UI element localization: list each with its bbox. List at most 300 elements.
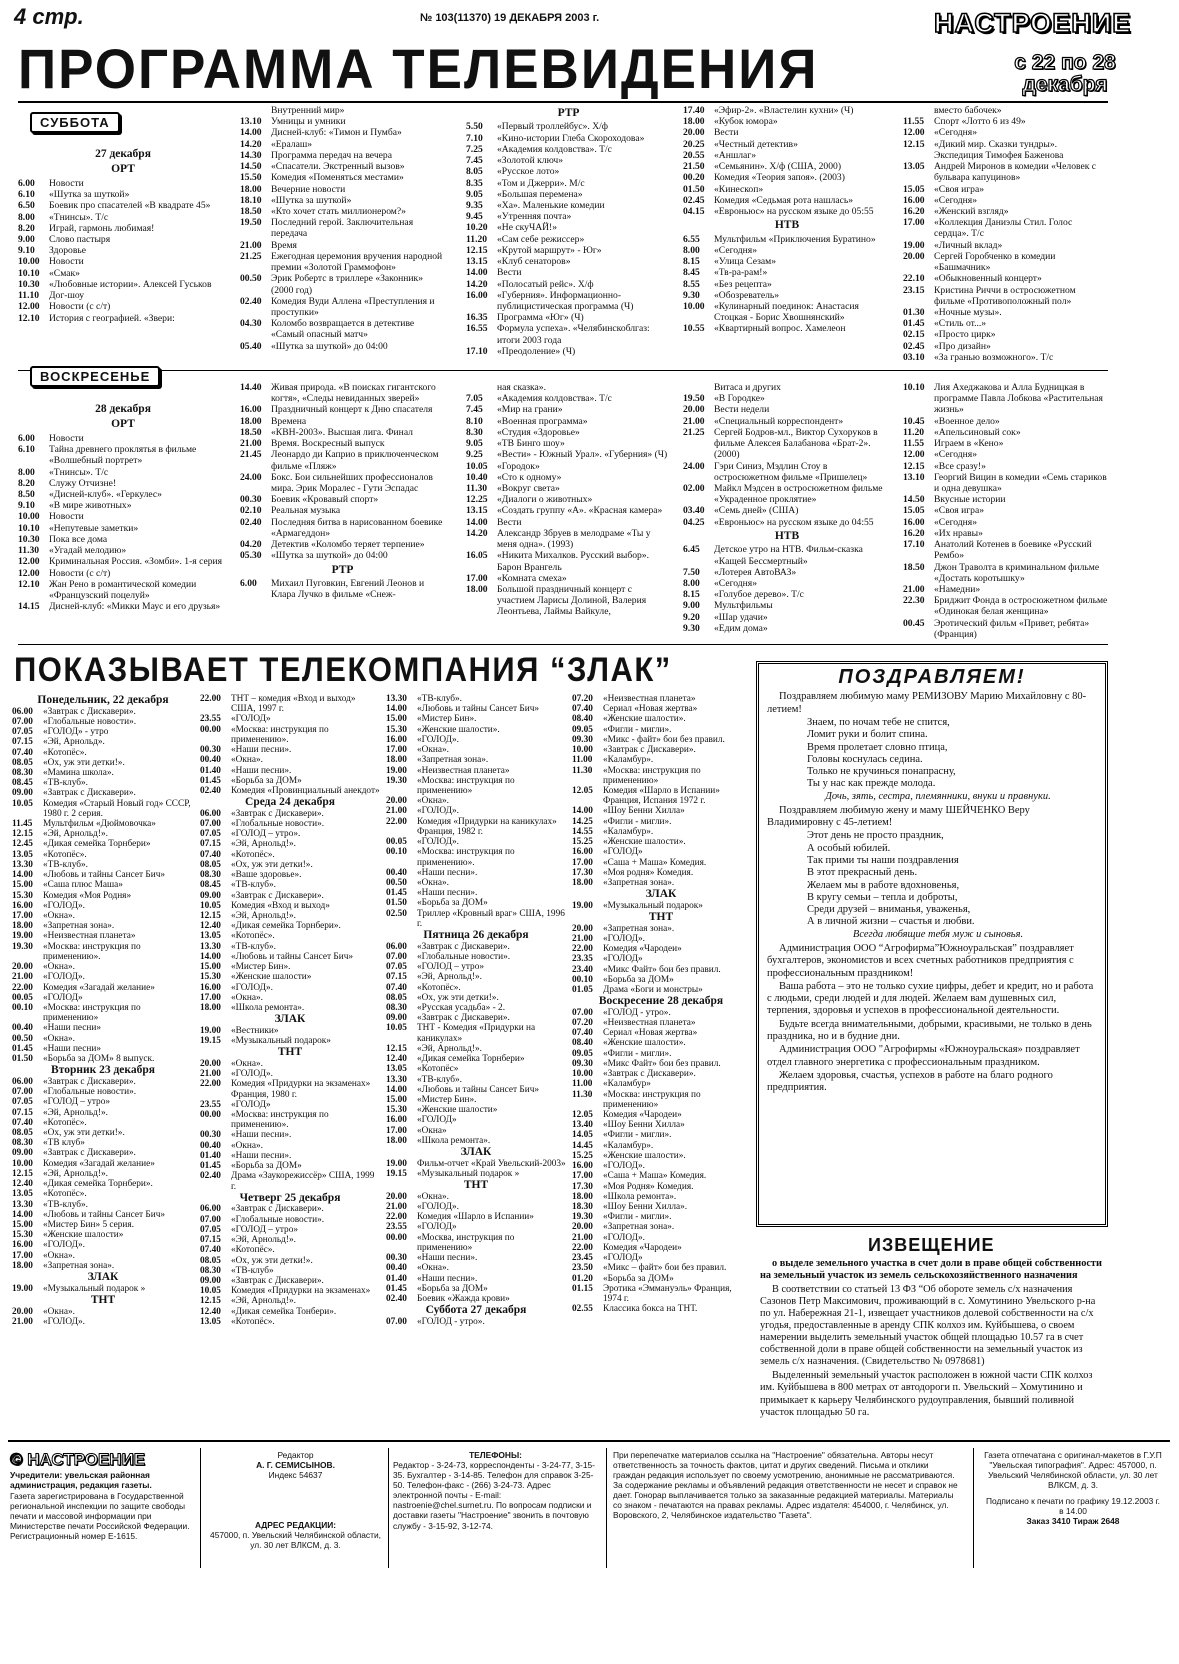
program-time: 14.00	[466, 516, 488, 528]
program-row	[200, 911, 380, 921]
program-row	[572, 1151, 750, 1161]
program-row	[240, 251, 445, 273]
program-row	[12, 717, 194, 727]
program-time: 15.00	[12, 880, 33, 891]
program-row	[386, 1054, 566, 1064]
program-row	[386, 1023, 566, 1043]
program-row	[12, 737, 194, 747]
program-row	[18, 313, 228, 324]
program-time: 8.00	[18, 466, 35, 478]
program-row	[12, 727, 194, 737]
verse-line: Только не кручинься понапрасну,	[807, 766, 956, 778]
program-time: 16.05	[466, 550, 488, 562]
program-title: «Кино-истории Глеба Скороходова»	[497, 132, 645, 144]
verse-line: Среди друзей – вниманья, уваженья,	[807, 904, 971, 916]
program-title: Боевик про спасателей «В квадрате 45»	[49, 200, 211, 212]
program-title: «Музыкальный подарок»	[603, 900, 703, 911]
program-title: «Аншлаг»	[714, 149, 757, 161]
program-row	[18, 500, 228, 511]
program-row	[903, 240, 1108, 251]
program-row	[200, 1151, 380, 1161]
program-row	[466, 416, 671, 427]
footer-divider-3	[606, 1448, 607, 1568]
zlak-col-2	[200, 694, 380, 1436]
program-time: 10.05	[386, 1023, 407, 1034]
program-time: 07.40	[572, 704, 593, 715]
program-row	[572, 965, 750, 975]
program-time: 8.45	[683, 267, 700, 279]
program-title: «Окна».	[231, 1140, 263, 1151]
program-title: Комедия «Загадай желание»	[43, 1158, 155, 1169]
program-row	[12, 1044, 194, 1054]
program-time: 18.00	[200, 1002, 221, 1013]
program-title: «Все сразу!»	[934, 460, 986, 472]
program-title: «Наши песни».	[231, 1150, 292, 1161]
program-title: Вести	[497, 267, 522, 279]
program-row	[466, 245, 671, 256]
program-title: «Глобальные новости».	[231, 819, 325, 830]
program-row	[683, 116, 891, 127]
verse-line: Время пролетает словно птица,	[807, 741, 948, 753]
program-title: «Наши песни».	[417, 1253, 478, 1264]
program-row	[386, 796, 566, 806]
program-row	[466, 256, 671, 267]
program-title: Слово пастыря	[49, 234, 111, 245]
program-time: 12.05	[572, 1110, 593, 1121]
program-title: «Честный детектив»	[714, 138, 798, 150]
program-title: «Сегодня»	[934, 127, 978, 139]
program-row	[683, 382, 891, 393]
program-title: «Наши песни».	[417, 1273, 478, 1284]
program-row	[240, 318, 445, 340]
program-row	[200, 1026, 380, 1036]
dates-month: декабря	[1022, 73, 1108, 96]
program-title: «Крутой маршрут» - Юг»	[497, 244, 602, 256]
program-time: 14.55	[572, 826, 593, 837]
program-row	[12, 993, 194, 1003]
program-time: 07.40	[12, 1117, 33, 1128]
program-title: «Женские шалости».	[603, 1150, 686, 1161]
program-row	[903, 449, 1108, 460]
program-time: 00.30	[240, 494, 262, 506]
program-row	[18, 234, 228, 245]
program-title: «ГОЛОД»	[417, 1115, 457, 1126]
program-title: Служу Отчизне!	[49, 477, 117, 489]
program-title: «Музыкальный подарок»	[231, 1036, 331, 1047]
program-title: Внутренний мир»	[271, 105, 345, 116]
program-row	[12, 860, 194, 870]
program-row	[386, 868, 566, 878]
program-time: 12.15	[466, 244, 488, 256]
program-row	[386, 942, 566, 952]
program-time: 16.00	[903, 194, 925, 206]
program-time: 12.00	[903, 449, 925, 461]
program-time: 02.10	[240, 505, 262, 517]
program-row	[466, 483, 671, 494]
program-row	[386, 714, 566, 724]
program-time: 13.05	[386, 1064, 407, 1075]
program-time: 22.00	[572, 1242, 593, 1253]
program-time: 23.55	[386, 1222, 407, 1233]
program-row	[12, 1023, 194, 1033]
program-title: «Окна».	[43, 1306, 75, 1317]
program-title: «Наши песни».	[231, 745, 292, 756]
program-time: 00.10	[572, 974, 593, 985]
program-time: 00.45	[903, 617, 925, 629]
program-title: Комедия «Придурки на экзаменах»	[231, 1286, 371, 1297]
program-time	[466, 382, 497, 393]
program-row	[200, 1069, 380, 1079]
program-time: 12.00	[903, 127, 925, 139]
program-title: Вести	[497, 516, 522, 528]
program-time: 20.00	[386, 796, 407, 807]
program-title: «ГОЛОД» - утро	[43, 727, 109, 738]
program-title: «Глобальные новости».	[417, 951, 511, 962]
program-title: Классика бокса на ТНТ.	[603, 1304, 698, 1315]
title-rule	[18, 101, 1108, 103]
program-row	[572, 755, 750, 765]
program-title: Сериал «Новая жертва»	[603, 704, 698, 715]
program-row	[18, 178, 228, 189]
sat-ort-list	[18, 178, 228, 324]
program-title: «За гранью возможного». Т/с	[934, 351, 1054, 363]
program-title: «Наши песни».	[417, 867, 478, 878]
program-row	[200, 1296, 380, 1306]
program-time: 16.35	[466, 312, 488, 324]
program-row	[903, 584, 1108, 595]
program-title: «Создать группу «А». «Красная камера»	[497, 505, 663, 517]
program-title: «Наши песни».	[417, 888, 478, 899]
program-row	[572, 1192, 750, 1202]
order-text: Заказ 3410 Тираж 2648	[1026, 1516, 1120, 1527]
program-row	[12, 880, 194, 890]
program-title: Андрей Миронов в комедии «Человек с бульвара капуцинов»	[934, 161, 1097, 184]
program-title: «Мистер Бин».	[231, 962, 291, 973]
program-title: «Мистер Бин».	[417, 714, 477, 725]
program-title: Новости (с с/т)	[49, 301, 111, 313]
program-row	[683, 184, 891, 195]
program-time: 21.00	[200, 1069, 221, 1080]
program-time: 02.40	[200, 1171, 221, 1182]
program-time: 22.00	[200, 1079, 221, 1090]
program-title: «Диалоги о животных»	[497, 494, 593, 506]
program-row	[12, 799, 194, 819]
verse-line: Так прими ты наши поздравления	[807, 855, 959, 867]
program-row	[18, 579, 228, 601]
program-row	[903, 251, 1108, 273]
program-row	[572, 1090, 750, 1110]
program-title: «Дисней-клуб». «Геркулес»	[49, 489, 162, 500]
program-time: 01.40	[200, 765, 221, 776]
program-title: Живая природа. «В поисках гигантского когтя», «Следы невиданных зверей»	[271, 382, 436, 405]
program-row	[572, 735, 750, 745]
program-row	[466, 121, 671, 132]
program-title: Витаса и других	[714, 382, 781, 393]
program-title: «Любовь и тайны Сансет Бич»	[417, 1084, 540, 1095]
program-title: «Лотерея АвтоВАЗ»	[714, 566, 797, 578]
sat-ort-heading: ОРТ	[111, 163, 135, 176]
program-time: 12.40	[386, 1054, 407, 1065]
program-row	[200, 1235, 380, 1245]
program-row	[12, 1148, 194, 1158]
program-row	[903, 517, 1108, 528]
program-title: «Губерния». Информационно-публицистическая программа (Ч)	[497, 289, 634, 312]
zlak-col-1	[12, 694, 194, 1436]
program-title: «Сегодня»	[934, 516, 978, 528]
program-row	[200, 1036, 380, 1046]
program-row	[200, 850, 380, 860]
program-time: 10.10	[18, 267, 40, 279]
program-title: «Каламбур».	[603, 1140, 654, 1151]
program-title: Новости	[49, 432, 84, 444]
program-row	[466, 517, 671, 528]
program-row	[572, 1182, 750, 1192]
program-time: 09.00	[200, 890, 221, 901]
program-time: 8.00	[683, 577, 700, 589]
program-title: «Микс – файт» бои без правил.	[603, 1263, 727, 1274]
program-title: Вечерние новости	[271, 183, 346, 195]
program-title: «Первый троллейбус». Х/ф	[497, 121, 609, 133]
program-time: 01.40	[200, 1150, 221, 1161]
program-title: ТНТ – комедия «Вход и выход» США, 1997 г.	[231, 694, 356, 715]
program-row	[12, 758, 194, 768]
program-row	[240, 240, 445, 251]
program-row	[683, 256, 891, 267]
program-row	[903, 116, 1108, 127]
program-title: «Запретная зона».	[417, 755, 489, 766]
program-title: «Личный вклад»	[934, 239, 1003, 251]
program-time: 16.00	[903, 516, 925, 528]
program-row	[18, 256, 228, 267]
sat-ntv-list-2	[903, 105, 1108, 363]
program-title: «Музыкальный подарок »	[417, 1168, 520, 1179]
program-time: 18.00	[12, 921, 33, 932]
program-title: Мультфильмы	[714, 600, 773, 612]
program-row	[572, 1274, 750, 1284]
phones-text: Редактор - 3-24-73, корреспонденты - 3-24-77, 3-15-35. Бухгалтер - 3-14-85. Телефон для справок 3-25-50. Телефон-факс - (266) 3-24-73. Адрес электронной почты - E-mail: nastroenie@chel.surnet.ru. По вопросам подписки и доставки газеты "Настроение" звонить в почтовую службу - 3-15-92, 3-12-74.	[393, 1460, 595, 1531]
program-row	[386, 1253, 566, 1263]
program-title: «Русская усадьба» - 2.	[417, 1002, 506, 1013]
program-title: «Борьба за ДОМ»	[417, 898, 488, 909]
program-title: «Борьба за ДОМ»	[231, 775, 302, 786]
program-title: «ГОЛОД».	[231, 982, 273, 993]
greeting-6: Администрация ООО "Агрофирмы «Южноуральская» поздравляет отдел главного энергетика с профессиональным праздником.	[767, 1044, 1080, 1068]
program-time: 17.00	[466, 572, 488, 584]
program-title: «Запретная зона».	[43, 921, 115, 932]
sun-ort-list	[18, 433, 228, 613]
program-title: Формула успеха». «Челябинскоблгаз: итоги 2003 года	[497, 323, 650, 346]
program-row	[200, 1110, 380, 1130]
program-title: Майкл Мэдсен в остросюжетном фильме «Украденное проклятие»	[714, 482, 883, 506]
program-time: 11.00	[572, 755, 593, 766]
program-row	[12, 1240, 194, 1250]
program-row	[572, 1243, 750, 1253]
program-title: «Мамина школа».	[43, 767, 114, 778]
program-title: «Кинескоп»	[714, 183, 764, 195]
program-title: «Москва, инструкция по применению»	[417, 1232, 515, 1253]
program-time: 12.15	[903, 460, 925, 472]
program-time: 8.15	[683, 256, 700, 268]
program-title: «Военная программа»	[497, 415, 588, 427]
program-title: «Эй, Арнольд!».	[231, 1235, 296, 1246]
notice-subject: о выделе земельного участка в счет доли в праве общей собственности на земельный участок из земель сельскохозяйственного назначения	[760, 1258, 1102, 1282]
program-row	[572, 1008, 750, 1018]
verse-line: А в личной жизни – счастья и любви.	[807, 916, 975, 928]
program-row	[12, 1307, 194, 1317]
program-title: «Ваше здоровье».	[231, 870, 302, 881]
footer-logo: © НАСТРОЕНИЕ	[10, 1450, 146, 1469]
program-row	[466, 550, 671, 572]
program-time: 00.00	[386, 1232, 407, 1243]
signature-1: Дочь, зять, сестра, племянники, внуки и правнуки.	[825, 790, 1051, 802]
program-row	[386, 952, 566, 962]
program-time: 9.05	[466, 188, 483, 200]
program-row	[12, 748, 194, 758]
program-time: 14.00	[200, 951, 221, 962]
program-row	[903, 105, 1108, 116]
program-title: «Женские шалости»	[43, 1230, 124, 1241]
program-time: 7.50	[683, 566, 700, 578]
program-row	[572, 1038, 750, 1048]
day-heading: Суббота 27 декабря	[425, 1304, 527, 1317]
program-title: Комедия «Придурки на экзаменах» Франция, 1980 г.	[231, 1079, 371, 1100]
program-title: Дисней-клуб: «Тимон и Пумба»	[271, 127, 402, 139]
program-title: Триллер «Кровный враг» США, 1996 г.	[417, 908, 565, 929]
program-row	[240, 438, 445, 449]
program-row	[18, 212, 228, 223]
program-row	[903, 427, 1108, 438]
program-title: «Школа ремонта».	[231, 1002, 305, 1013]
footer-divider-1	[200, 1448, 201, 1568]
program-row	[572, 934, 750, 944]
program-row	[240, 449, 445, 471]
program-row	[12, 788, 194, 798]
program-title: «Котопёс».	[43, 1117, 87, 1128]
program-title: «Ха». Маленькие комедии	[497, 199, 605, 211]
program-row	[466, 144, 671, 155]
program-title: «Женские шалости».	[603, 1038, 686, 1049]
program-title: Новости (с с/т)	[49, 567, 111, 579]
program-title: «Дикая семейка Торнбери».	[231, 921, 341, 932]
program-time: 06.00	[200, 808, 221, 819]
program-row	[572, 1069, 750, 1079]
program-time: 9.30	[683, 289, 700, 301]
program-time	[903, 105, 934, 116]
program-time: 00.00	[200, 1110, 221, 1121]
program-time: 13.05	[200, 1316, 221, 1327]
program-row	[903, 184, 1108, 195]
program-row	[466, 494, 671, 505]
program-time	[683, 382, 714, 393]
program-row	[683, 461, 891, 483]
program-row	[18, 200, 228, 211]
program-time: 14.50	[903, 494, 925, 506]
program-title: «Едим дома»	[714, 622, 768, 634]
program-title: «Намедни»	[934, 583, 981, 595]
program-row	[466, 505, 671, 516]
program-title: «Москва: инструкция по применению».	[231, 1110, 329, 1131]
program-time: 23.35	[572, 954, 593, 965]
program-title: «Завтрак с Дискавери».	[417, 941, 510, 952]
program-row	[683, 517, 891, 528]
program-row	[903, 139, 1108, 161]
program-time: 03.40	[683, 505, 705, 517]
program-title: «Завтрак с Дискавери».	[417, 1013, 510, 1024]
program-time: 22.10	[903, 273, 925, 285]
program-row	[683, 139, 891, 150]
program-time: 10.45	[903, 415, 925, 427]
program-time: 22.00	[572, 944, 593, 955]
program-row	[683, 483, 891, 505]
program-row	[200, 1307, 380, 1317]
program-time: 11.45	[12, 819, 33, 830]
program-title: «Комната смеха»	[497, 572, 567, 584]
program-row	[466, 222, 671, 233]
program-title: Бокс. Бои сильнейших профессионалов мира. Эрик Моралес - Гути Эспадас	[271, 471, 433, 494]
program-row	[200, 1256, 380, 1266]
program-time: 15.00	[386, 714, 407, 725]
program-row	[903, 618, 1108, 640]
program-row	[386, 847, 566, 867]
program-time: 19.00	[386, 765, 407, 776]
program-title: «В мире животных»	[49, 500, 132, 512]
program-title: «Том и Джерри». М/с	[497, 177, 585, 189]
program-title: «ТВ клуб»	[43, 1138, 85, 1149]
sun-date: 28 декабря	[95, 403, 151, 415]
program-title: «ТВ-клуб».	[231, 880, 277, 891]
program-time: 8.30	[466, 426, 483, 438]
program-time: 07.00	[386, 951, 407, 962]
program-title: Комедия «Шарло в Испании»	[417, 1212, 534, 1223]
program-row	[466, 472, 671, 483]
program-time: 9.35	[466, 199, 483, 211]
program-time: 10.20	[466, 222, 488, 234]
program-row	[572, 786, 750, 806]
program-time: 00.40	[12, 1023, 33, 1034]
program-title: «Непутевые заметки»	[49, 522, 139, 534]
program-time: 09.30	[572, 1058, 593, 1069]
program-title: «Ох, уж эти детки!».	[231, 1255, 313, 1266]
program-row	[572, 868, 750, 878]
program-row	[903, 127, 1108, 138]
program-row	[200, 809, 380, 819]
program-row	[903, 217, 1108, 239]
program-title: Комедия «Старый Новый год» СССР, 1980 г. 2 серия.	[43, 798, 191, 819]
program-title: «ГОЛОД».	[43, 1240, 85, 1251]
program-row	[466, 267, 671, 278]
program-row	[12, 1251, 194, 1261]
program-title: Программа передач на вечера	[271, 149, 392, 161]
program-title: Тайна древнего проклятья в фильме «Волшебный портрет»	[49, 444, 197, 467]
program-time: 01.20	[572, 1273, 593, 1284]
program-row	[200, 880, 380, 890]
program-time: 12.00	[18, 556, 40, 568]
program-row	[683, 612, 891, 623]
program-row	[240, 472, 445, 494]
program-row	[200, 1003, 380, 1013]
program-time: 08.05	[12, 1128, 33, 1139]
notice-text-1: В соответствии со статьей 13 ФЗ “Об обороте земель с/х назначения Сазонов Петр Максимович, проживающий в с. Хомутинино Увельского р-на по ул. Набережная 21-1, извещает участников долевой собственности на с/х угодья, предоставленные в аренду СПК колхоз им. Куйбышева, о своем намерении выделить земельный участок общей площадью 10.57 га в счет собственной доли в праве общей собственности на земельный участок из земель с/х назначения. (Свидетельство № 0978681)	[760, 1284, 1096, 1368]
program-row	[572, 1222, 750, 1232]
day-heading: Воскресение 28 декабря	[598, 995, 724, 1008]
day-heading: ЗЛАК	[460, 1146, 492, 1159]
program-title: «Окна».	[231, 1058, 263, 1069]
program-row	[903, 318, 1108, 329]
program-row	[572, 1049, 750, 1059]
program-title: «Специальный корреспондент»	[714, 415, 844, 427]
program-time: 07.15	[200, 839, 221, 850]
program-title: «Москва: инструкция по применению»	[603, 765, 701, 786]
